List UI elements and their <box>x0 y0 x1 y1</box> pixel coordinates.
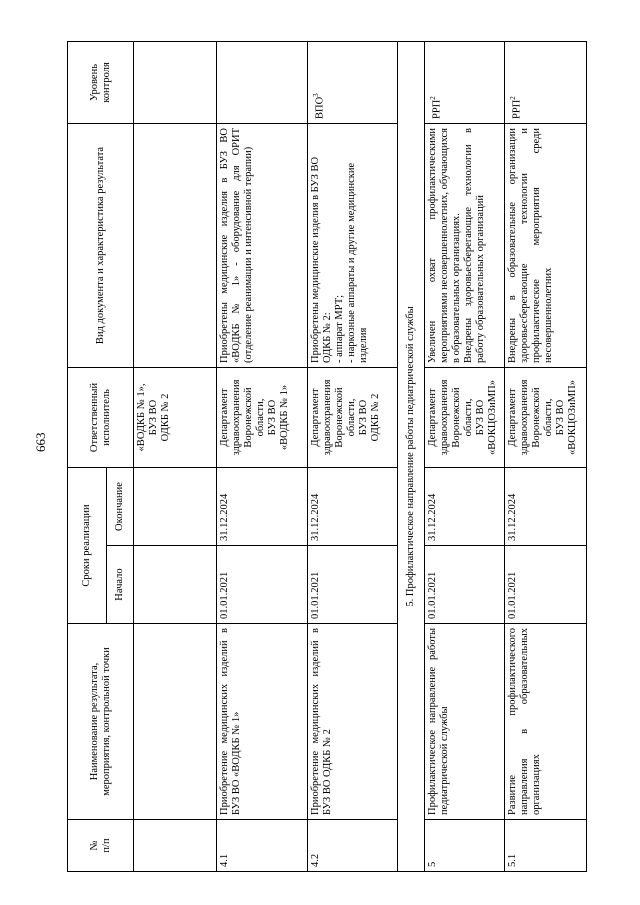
cell-end <box>134 467 217 545</box>
level-text: ВПО <box>314 96 326 119</box>
cell-name: Профилактическое направление работы педиатрической службы <box>424 624 504 820</box>
cell-executor: Департамент здравоохранения Воронежской области, БУЗ ВО ОДКБ № 2 <box>307 367 398 467</box>
cell-num: 4.2 <box>307 820 398 872</box>
cell-num: 5 <box>424 820 504 872</box>
cell-start: 01.01.2021 <box>504 546 586 624</box>
cell-doc: Приобретены медицинские изделия в БУЗ ВО «ВОДКБ № 1» - оборудование для ОРИТ (отделение реанимации и интенсивной терапии) <box>217 123 308 367</box>
cell-executor: Департамент здравоохранения Воронежской области, БУЗ ВО «ВОКЦОЗиМП» <box>424 367 504 467</box>
header-executor: Ответственный исполнитель <box>68 367 134 467</box>
cell-num: 4.1 <box>217 820 308 872</box>
table-row <box>217 41 308 871</box>
cell-start: 01.01.2021 <box>307 546 398 624</box>
cell-end: 31.12.2024 <box>424 467 504 545</box>
header-level: Уровень контроля <box>68 41 134 123</box>
level-text: РРП <box>511 99 523 119</box>
cell-level <box>217 41 308 123</box>
cell-level <box>424 41 504 123</box>
cell-name <box>134 624 217 820</box>
table-row <box>134 41 217 871</box>
cell-num: 5.1 <box>504 820 586 872</box>
level-footnote: 2 <box>428 96 437 100</box>
header-end: Окончание <box>107 467 134 545</box>
header-terms: Сроки реализации <box>68 467 107 623</box>
header-doc: Вид документа и характеристика результата <box>68 123 134 367</box>
cell-name: Приобретение медицинских изделий в БУЗ ВО ОДКБ № 2 <box>307 624 398 820</box>
table-row <box>307 41 398 871</box>
cell-executor: Департамент здравоохранения Воронежской области, БУЗ ВО «ВОДКБ № 1» <box>217 367 308 467</box>
cell-doc <box>134 123 217 367</box>
cell-name: Приобретение медицинских изделий в БУЗ ВО «ВОДКБ № 1» <box>217 624 308 820</box>
cell-doc: Внедрены в образовательные организации здоровьесберегающие технологии и профилактические мероприятия среди несовершеннолетних <box>504 123 586 367</box>
rotated-table-wrapper <box>67 42 587 872</box>
table-row <box>504 41 586 871</box>
results-table <box>67 41 587 872</box>
level-footnote: 3 <box>311 93 320 97</box>
cell-start <box>134 546 217 624</box>
cell-doc: Приобретены медицинские изделия в БУЗ ВО ОДКБ № 2: - аппарат МРТ; - наркозные аппараты и другие медицинские изделия <box>307 123 398 367</box>
cell-executor: «ВОДКБ № 1», БУЗ ВО ОДКБ № 2 <box>134 367 217 467</box>
cell-executor: Департамент здравоохранения Воронежской области, БУЗ ВО «ВОКЦОЗиМП» <box>504 367 586 467</box>
cell-end: 31.12.2024 <box>217 467 308 545</box>
cell-level <box>134 41 217 123</box>
level-footnote: 2 <box>508 96 517 100</box>
cell-end: 31.12.2024 <box>504 467 586 545</box>
header-name: Наименование результата, мероприятия, контрольной точки <box>68 624 134 820</box>
table-row <box>424 41 504 871</box>
cell-start: 01.01.2021 <box>217 546 308 624</box>
section-row <box>398 41 424 871</box>
cell-end: 31.12.2024 <box>307 467 398 545</box>
cell-num <box>134 820 217 872</box>
cell-doc: Увеличен охват профилактическими мероприятиями несовершеннолетних, обучающихся в образовательных организациях. Внедрены здоровьесберегающие технологии в работу образовательных организаций <box>424 123 504 367</box>
cell-level <box>504 41 586 123</box>
section-title: 5. Профилактическое направление работы педиатрической службы <box>398 41 424 871</box>
cell-level <box>307 41 398 123</box>
level-text: РРП <box>431 99 443 119</box>
header-start: Начало <box>107 546 134 624</box>
page-number: 663 <box>33 432 48 452</box>
cell-start: 01.01.2021 <box>424 546 504 624</box>
cell-name: Развитие профилактического направления в образовательных организациях <box>504 624 586 820</box>
header-num: № п/п <box>68 820 134 872</box>
